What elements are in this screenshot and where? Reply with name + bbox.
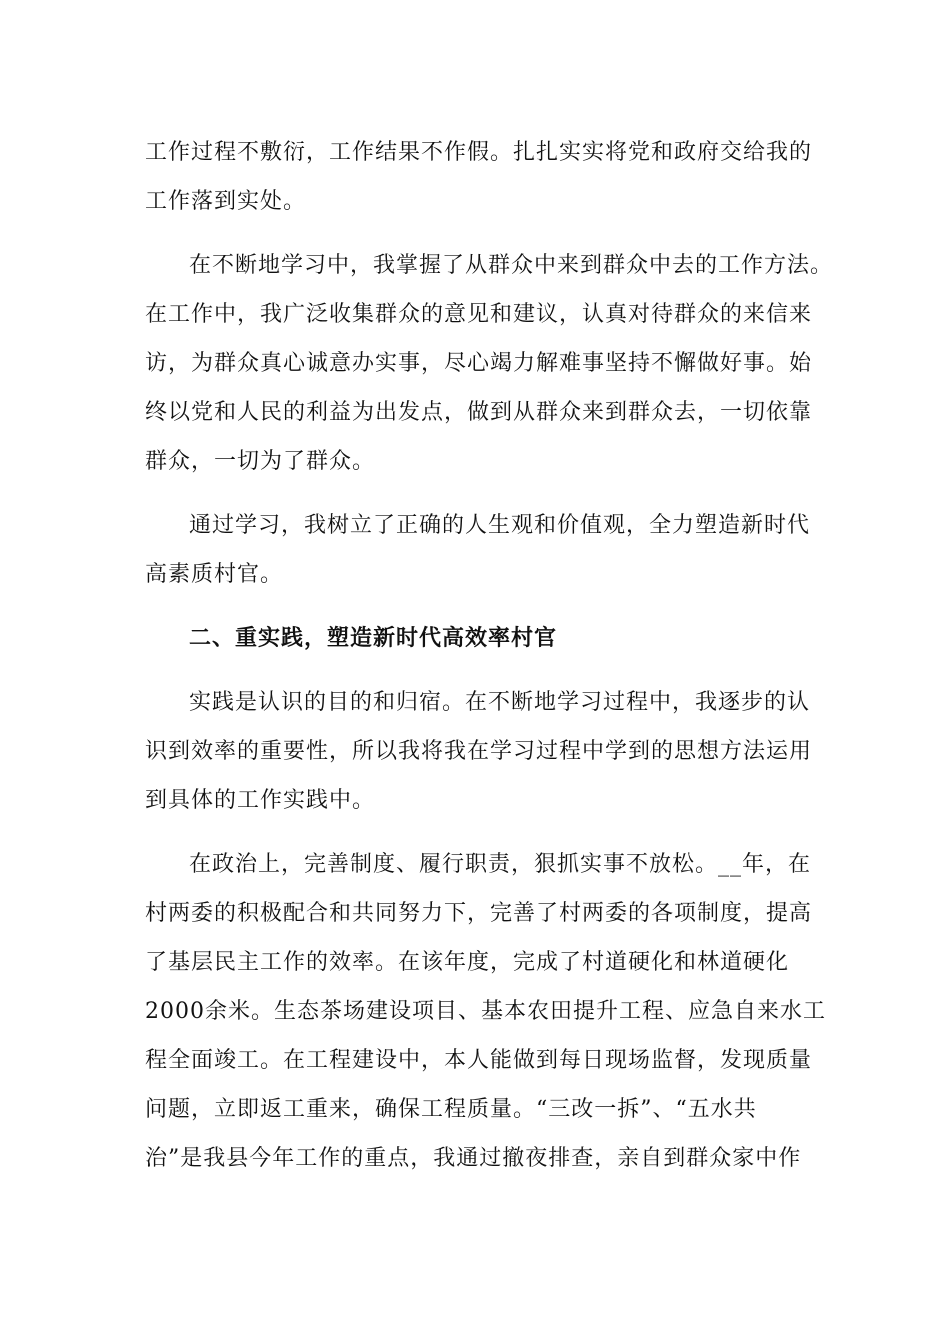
text-line: 终以党和人民的利益为出发点，做到从群众来到群众去，一切依靠 <box>145 400 813 425</box>
text-line: 群众，一切为了群众。 <box>145 449 376 474</box>
text-line: 治”是我县今年工作的重点，我通过撤夜排查，亲自到群众家中作 <box>145 1146 802 1171</box>
paragraph-values <box>145 501 811 599</box>
text-line: 在不断地学习中，我掌握了从群众中来到群众中去的工作方法。 <box>189 253 834 278</box>
text-line: 工作过程不敷衍，工作结果不作假。扎扎实实将党和政府交给我的 <box>145 140 813 165</box>
text-line: 到具体的工作实践中。 <box>145 788 376 813</box>
text-line: 在工作中，我广泛收集群众的意见和建议，认真对待群众的来信来 <box>145 302 813 327</box>
section-heading-text: 二、重实践，塑造新时代高效率村官 <box>189 625 558 651</box>
text-line: 访，为群众真心诚意办实事，尽心竭力解难事坚持不懈做好事。始 <box>145 351 813 376</box>
section-heading <box>145 614 805 663</box>
text-line: 程全面竣工。在工程建设中，本人能做到每日现场监督，发现质量 <box>145 1048 813 1073</box>
text-line: 工作落到实处。 <box>145 189 307 214</box>
paragraph-practice <box>145 678 813 825</box>
text-line: 通过学习，我树立了正确的人生观和价值观，全力塑造新时代 <box>189 513 811 538</box>
text-line: 实践是认识的目的和归宿。在不断地学习过程中，我逐步的认 <box>189 690 811 715</box>
text-line: 高素质村官。 <box>145 562 284 587</box>
text-line: 2000余米。生态茶场建设项目、基本农田提升工程、应急自来水工 <box>145 999 826 1024</box>
text-line: 了基层民主工作的效率。在该年度，完成了村道硬化和林道硬化 <box>145 950 790 975</box>
text-line: 识到效率的重要性，所以我将我在学习过程中学到的思想方法运用 <box>145 739 813 764</box>
text-line: 问题，立即返工重来，确保工程质量。“三改一拆”、“五水共 <box>145 1097 757 1122</box>
paragraph-mass-line <box>145 241 834 486</box>
text-line: 村两委的积极配合和共同努力下，完善了村两委的各项制度，提高 <box>145 901 813 926</box>
text-line: 在政治上，完善制度、履行职责，狠抓实事不放松。__年，在 <box>189 852 812 877</box>
paragraph-politics <box>145 840 826 1183</box>
paragraph-continuation <box>145 128 813 226</box>
document-body <box>145 128 834 1183</box>
